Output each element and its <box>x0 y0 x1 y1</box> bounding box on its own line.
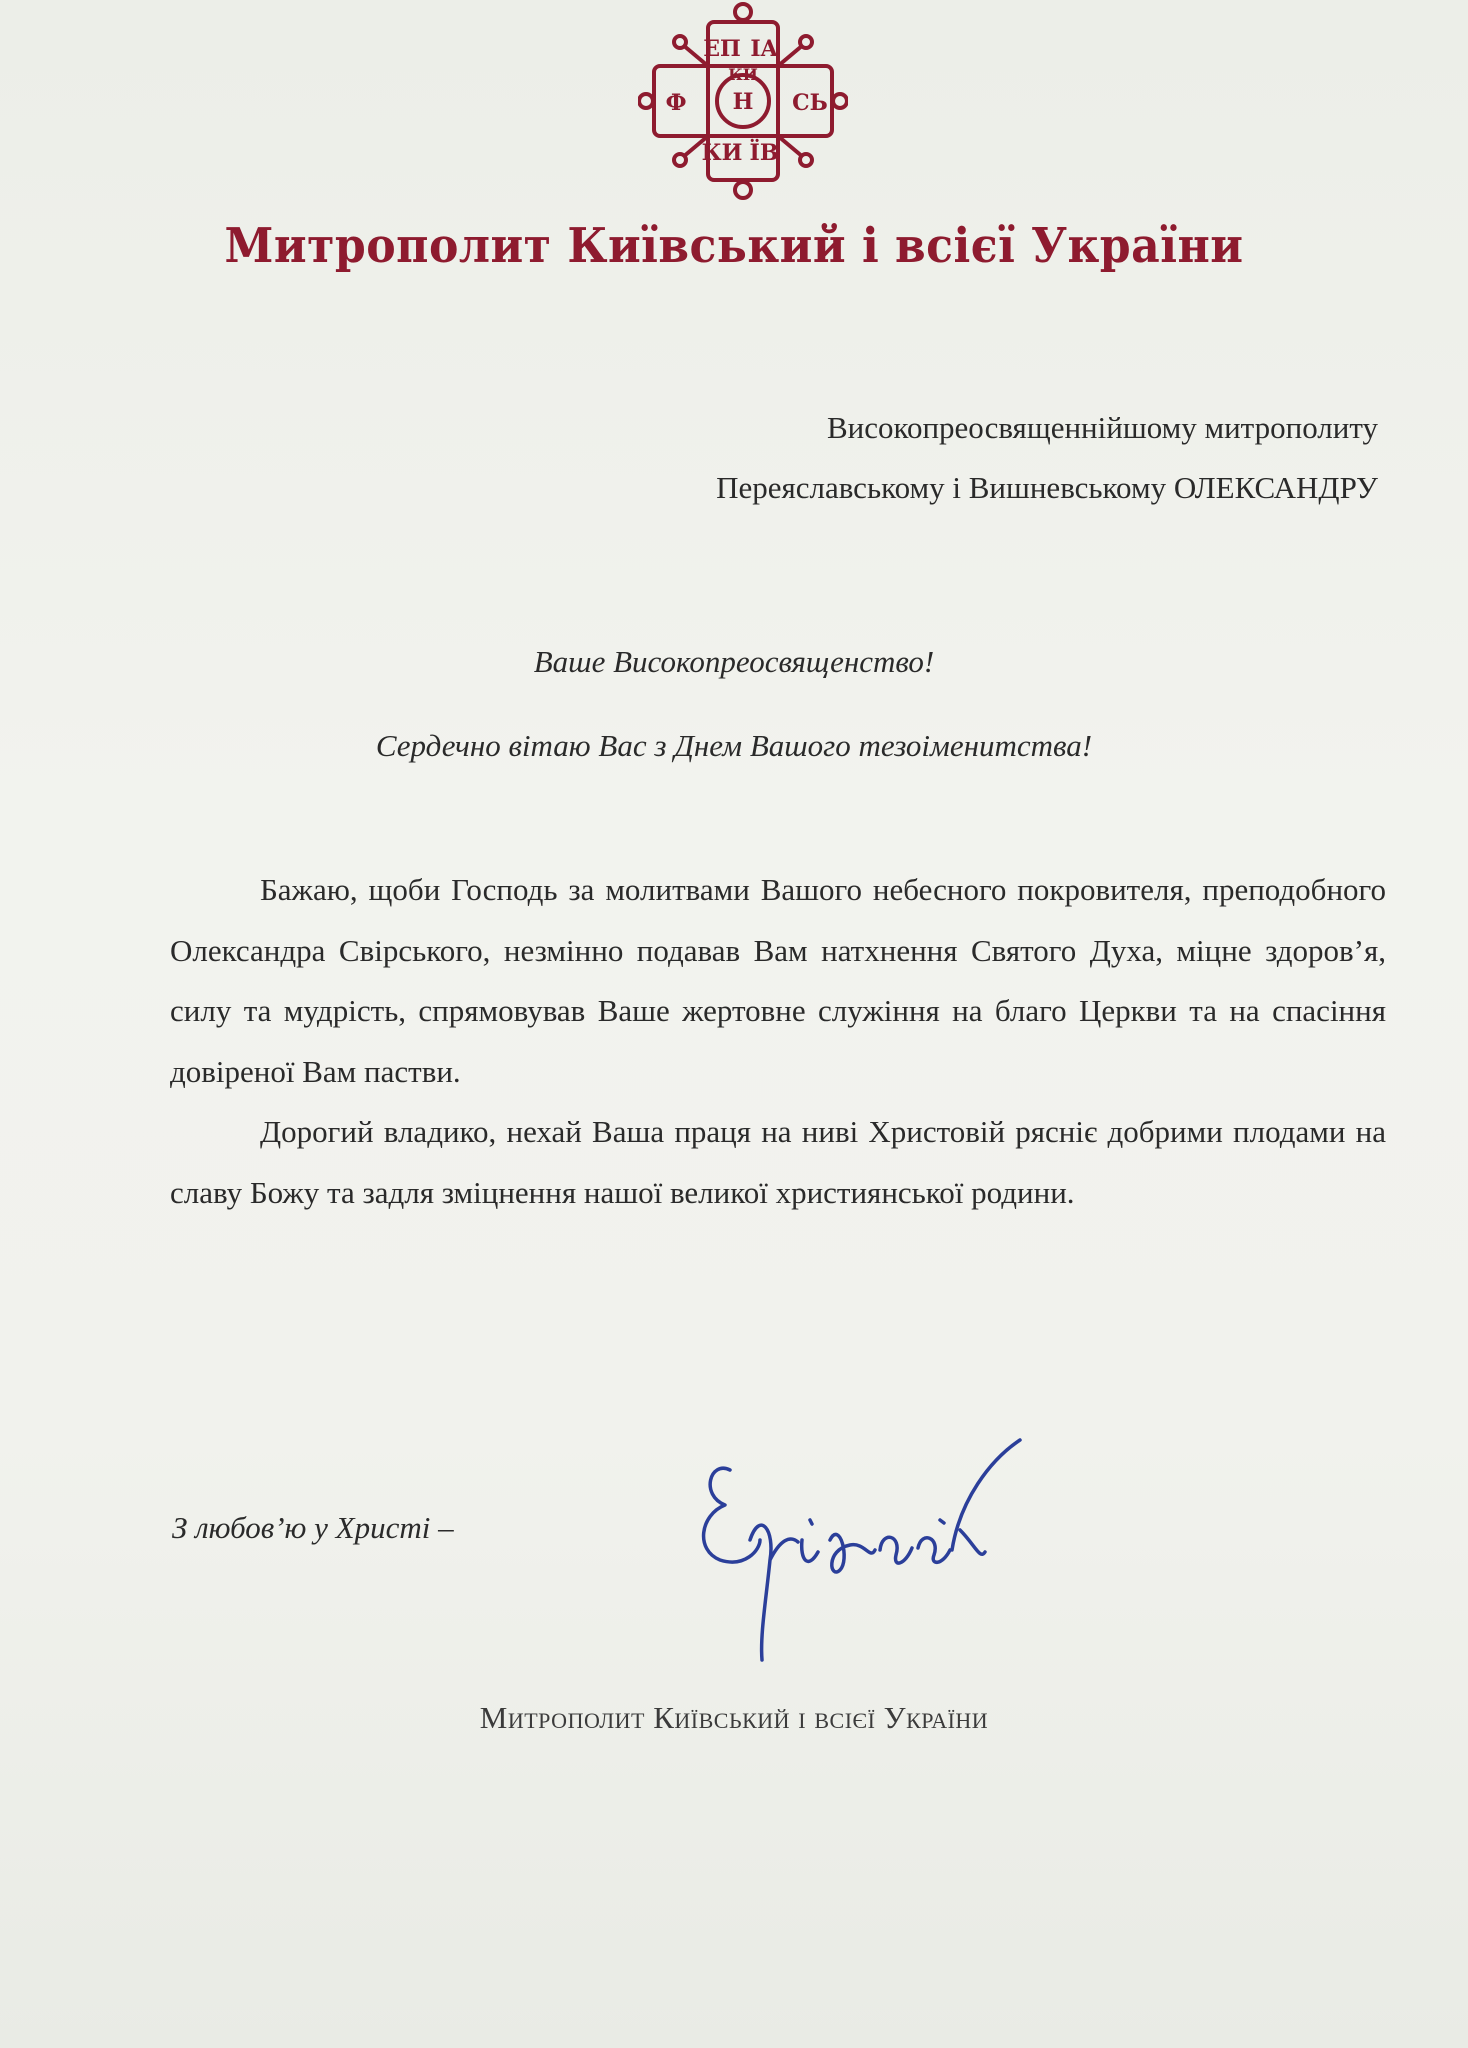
emblem-letters-tl: ЕП <box>703 36 741 62</box>
emblem-letters-left: Ф <box>665 90 687 116</box>
handwritten-signature-icon <box>690 1420 1035 1670</box>
emblem-letters-top: КИ <box>728 65 758 84</box>
body-paragraph-1: Бажаю, щоби Господь за молитвами Вашого небесного покровителя, преподобного Олександра Свірського, незмінно подавав Вам натхнення Святого Духа, міцне здоров’я, силу та мудрість, спрямовував Ваше жертовне служіння на благо Церкви та на спасіння довіреної Вам пастви. <box>170 872 1386 1089</box>
emblem-letters-br: ЇВ <box>749 140 779 166</box>
emblem-letters-tr: IA <box>750 36 778 62</box>
addressee-line-2: Переяславському і Вишневському ОЛЕКСАНДРУ <box>716 470 1378 505</box>
salutation-greeting: Ваше Високопреосвященство! <box>533 644 935 679</box>
emblem-letters-center: Н <box>732 89 754 115</box>
emblem-letters-right: СЬ <box>792 90 828 116</box>
salutation-congratulation: Сердечно вітаю Вас з Днем Вашого тезоіменитства! <box>375 728 1093 763</box>
addressee-block <box>716 398 1378 518</box>
addressee-line-1: Високопреосвященнійшому митрополиту <box>826 410 1378 445</box>
emblem-letters-bl: КИ <box>701 140 743 166</box>
signer-title: Митрополит Київський і всієї України <box>479 1700 989 1735</box>
letterhead-title: Митрополит Київський і всієї України <box>224 218 1244 274</box>
body-paragraph-2: Дорогий владико, нехай Ваша праця на ниві Христовій рясніє добрими плодами на славу Божу та задля зміцнення нашої великої християнської родини. <box>170 1114 1386 1210</box>
metropolitan-emblem-icon <box>638 0 848 202</box>
closing-phrase: З любов’ю у Христі – <box>172 1510 454 1545</box>
